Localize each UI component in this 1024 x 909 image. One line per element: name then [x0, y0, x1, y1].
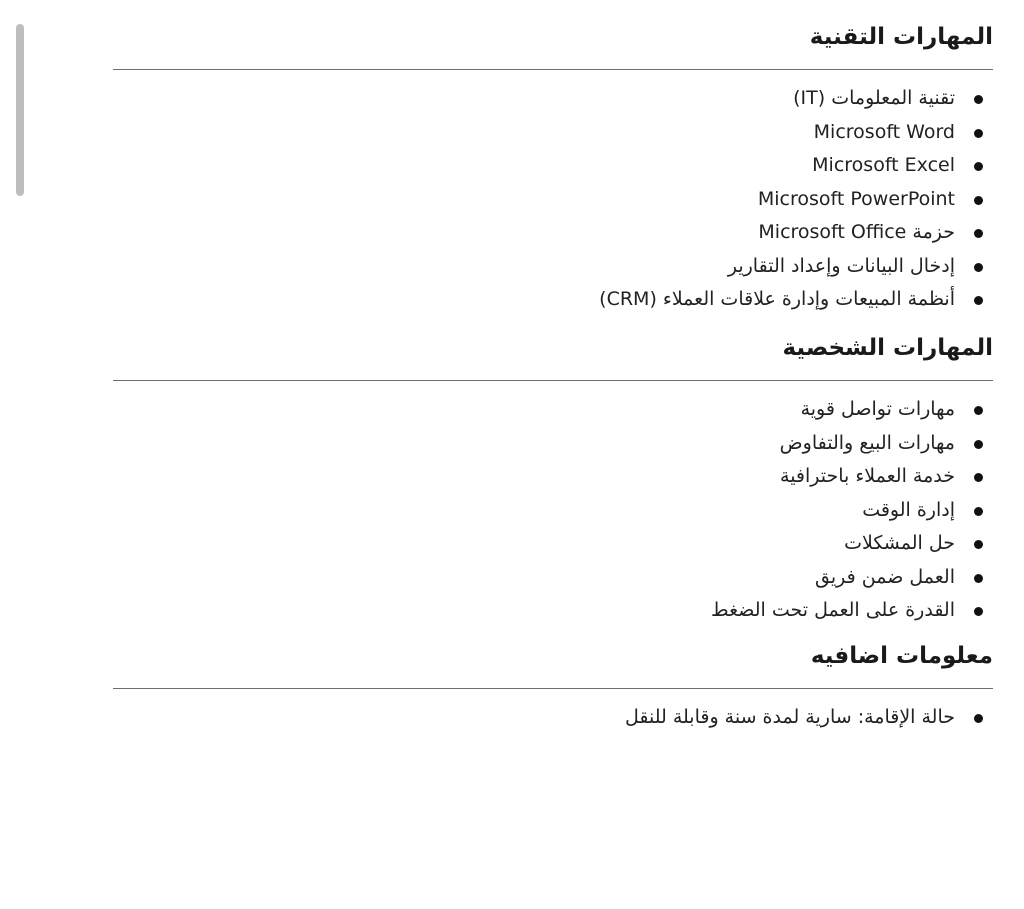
list-item-text: خدمة العملاء باحترافية: [780, 465, 955, 487]
list-item: [113, 701, 993, 735]
section-divider: [113, 380, 993, 381]
technical-skills-section: [113, 22, 993, 317]
additional-info-heading: معلومات اضافيه: [810, 643, 993, 669]
bullet-dot-icon: [974, 229, 983, 238]
section-divider: [113, 69, 993, 70]
list-item-text: Microsoft Excel: [812, 154, 955, 176]
additional-info-section: [113, 641, 993, 735]
personal-skills-heading: المهارات الشخصية: [782, 335, 993, 361]
list-item-text: Microsoft PowerPoint: [757, 187, 955, 210]
bullet-dot-icon: [974, 263, 983, 272]
list-item-text: مهارات البيع والتفاوض: [779, 431, 955, 454]
list-item-text: حل المشكلات: [844, 532, 955, 554]
bullet-dot-icon: [974, 473, 983, 482]
list-item: [113, 116, 993, 150]
bullet-dot-icon: [974, 607, 983, 616]
list-item-text: مهارات تواصل قوية: [800, 398, 955, 420]
bullet-dot-icon: [974, 296, 983, 305]
list-item-text: القدرة على العمل تحت الضغط: [711, 599, 955, 621]
bullet-dot-icon: [974, 507, 983, 516]
list-item: [113, 494, 993, 528]
bullet-dot-icon: [974, 406, 983, 415]
list-item: [113, 561, 993, 595]
bullet-dot-icon: [974, 440, 983, 449]
list-item: [113, 427, 993, 461]
bullet-dot-icon: [974, 95, 983, 104]
bullet-dot-icon: [974, 129, 983, 138]
list-item-text: Microsoft Word: [813, 120, 955, 143]
bullet-dot-icon: [974, 162, 983, 171]
list-item-text: إدارة الوقت: [862, 498, 955, 521]
list-item: [113, 393, 993, 427]
list-item: [113, 149, 993, 183]
additional-info-list: [113, 701, 993, 735]
technical-skills-list: [113, 82, 993, 317]
list-item-text: تقنية المعلومات (IT): [793, 87, 955, 109]
section-divider: [113, 688, 993, 689]
list-item: [113, 283, 993, 317]
list-item-text: العمل ضمن فريق: [815, 565, 955, 588]
bullet-dot-icon: [974, 574, 983, 583]
list-item: [113, 527, 993, 561]
vertical-scrollbar[interactable]: [16, 24, 24, 196]
personal-skills-section: [113, 333, 993, 628]
list-item-text: حالة الإقامة: سارية لمدة سنة وقابلة للنقل: [624, 706, 955, 728]
list-item: [113, 594, 993, 628]
bullet-dot-icon: [974, 714, 983, 723]
technical-skills-heading: المهارات التقنية: [809, 24, 993, 50]
bullet-dot-icon: [974, 196, 983, 205]
list-item: [113, 250, 993, 284]
personal-skills-list: [113, 393, 993, 628]
list-item-text: إدخال البيانات وإعداد التقارير: [727, 254, 955, 277]
list-item: [113, 216, 993, 250]
list-item-text: حزمة Microsoft Office: [758, 221, 955, 243]
list-item-text: أنظمة المبيعات وإدارة علاقات العملاء (CRM): [599, 288, 955, 310]
bullet-dot-icon: [974, 540, 983, 549]
list-item: [113, 82, 993, 116]
list-item: [113, 183, 993, 217]
list-item: [113, 460, 993, 494]
